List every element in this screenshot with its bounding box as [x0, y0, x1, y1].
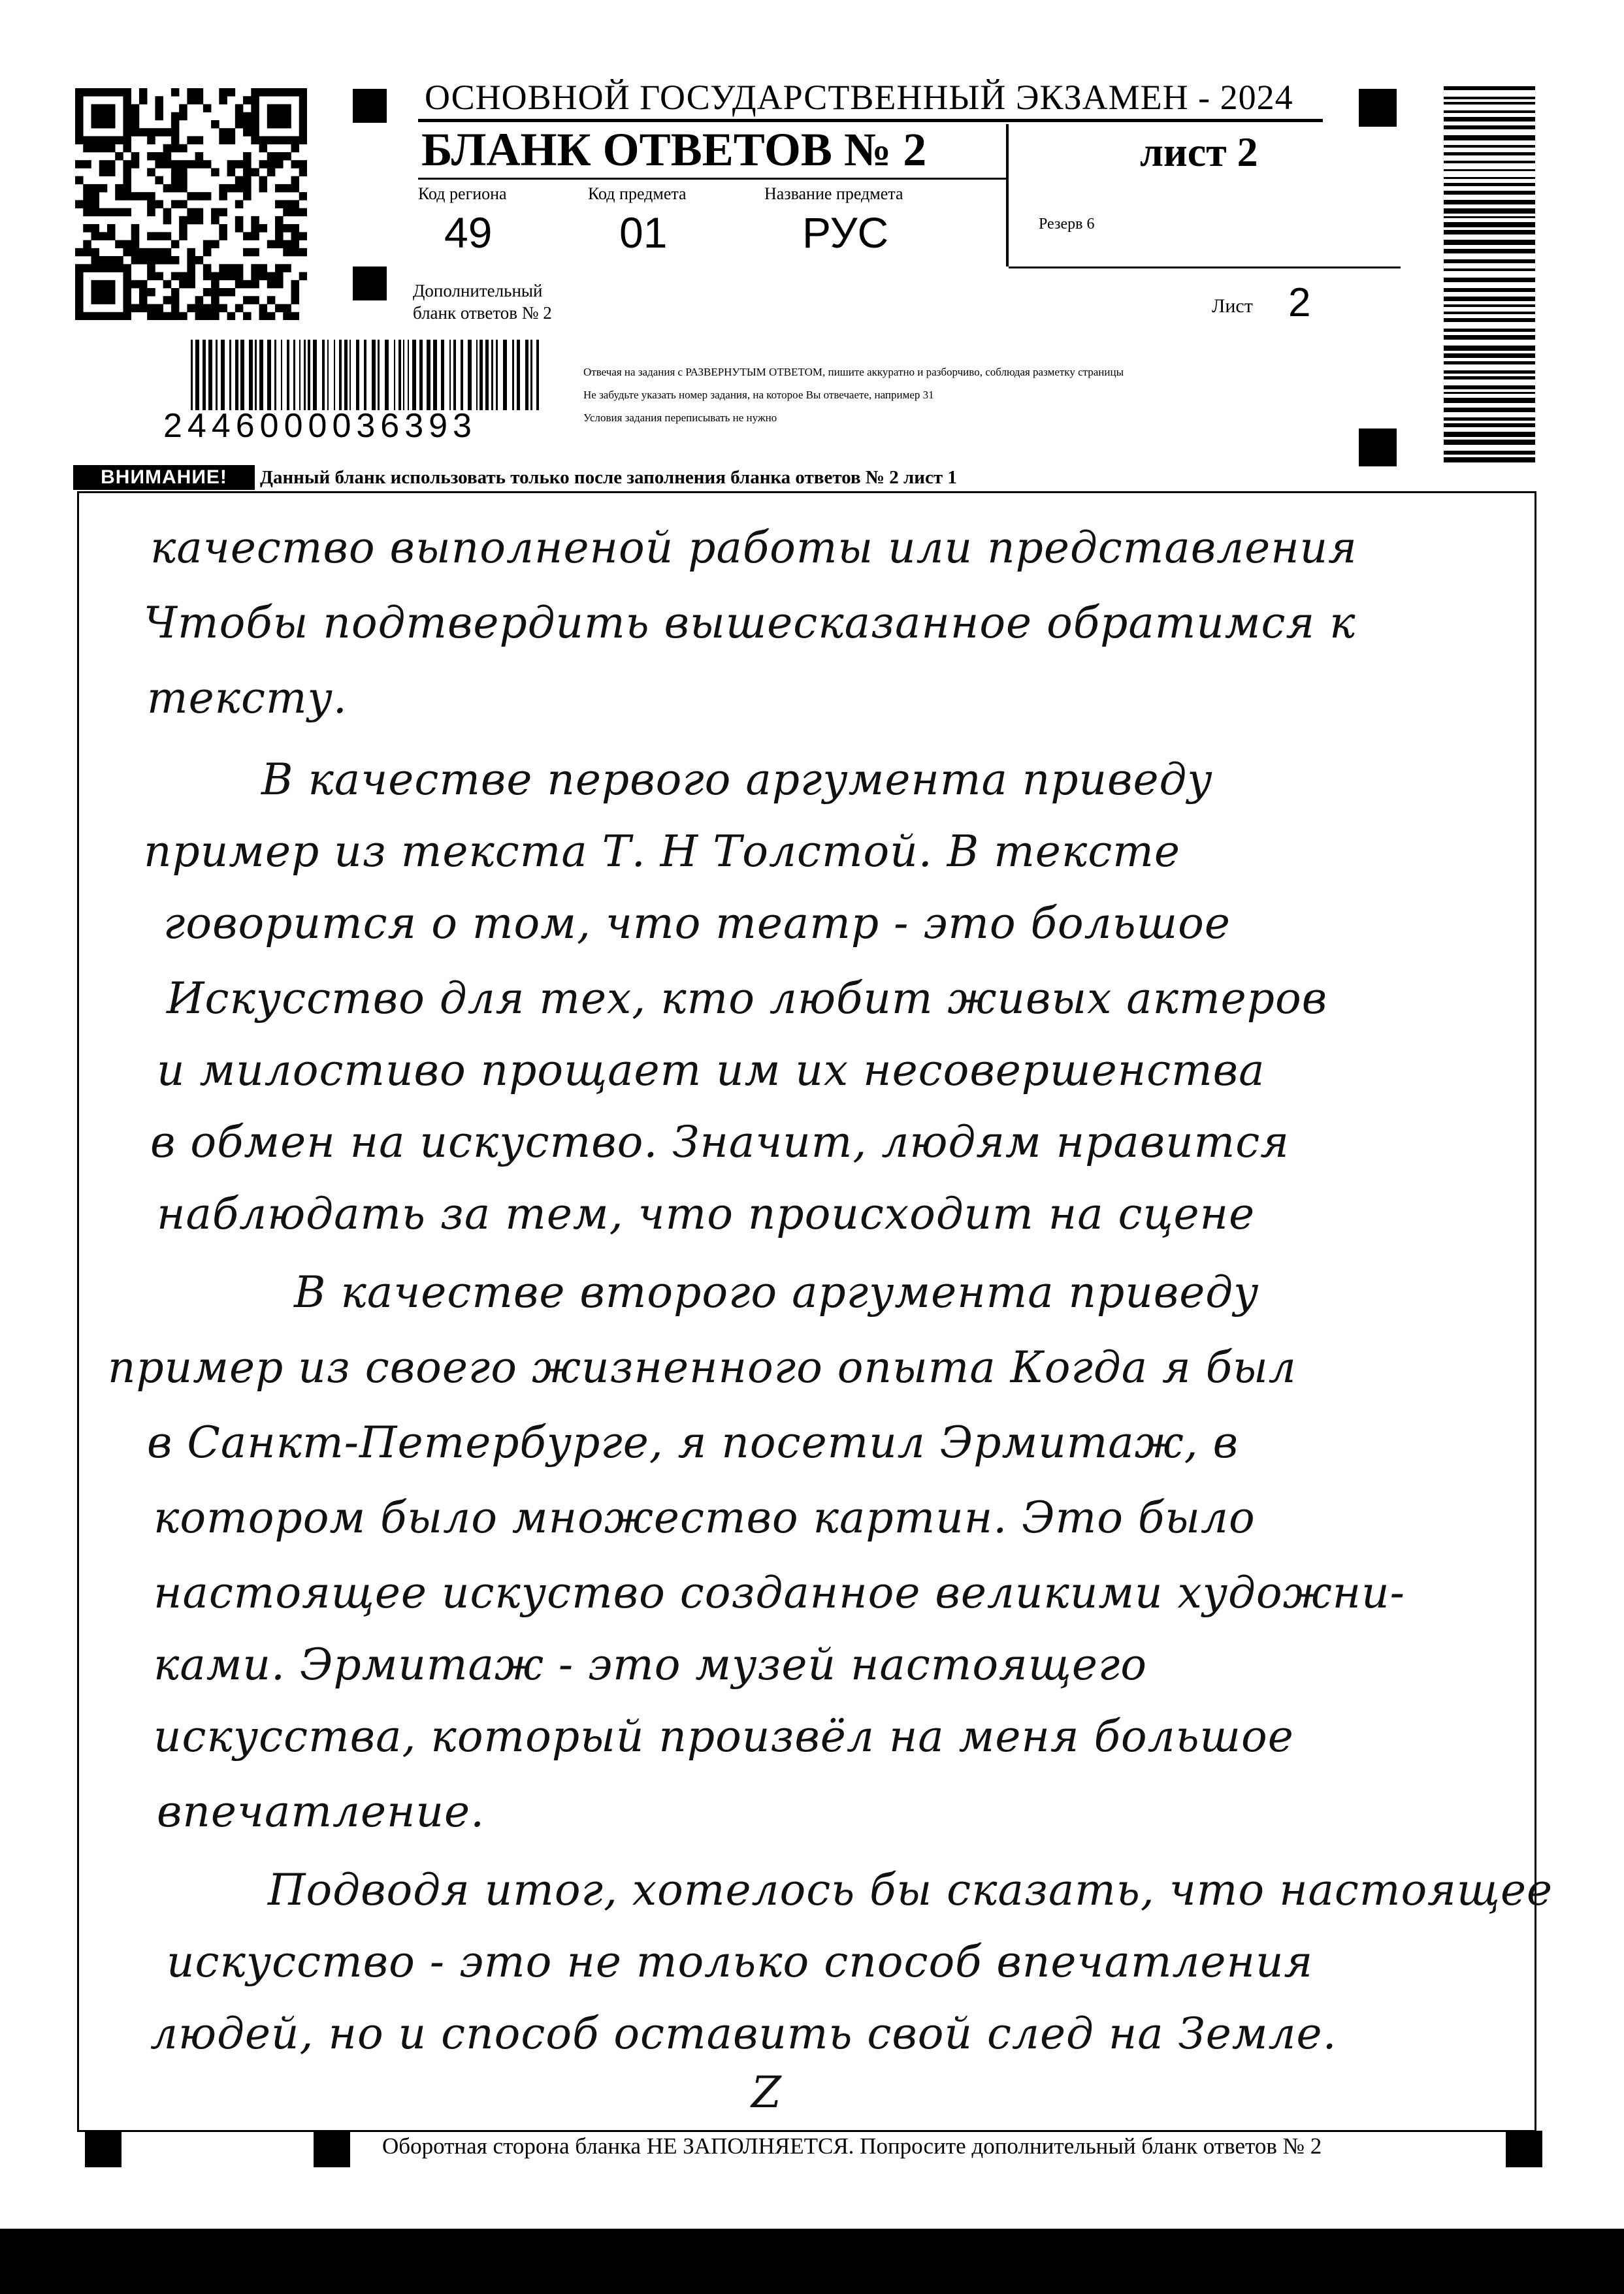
- registration-mark: [85, 2131, 122, 2167]
- answer-line: тексту.: [147, 673, 348, 723]
- answer-line: людей, но и способ оставить свой след на Земле.: [150, 2009, 1337, 2059]
- footer-note: Оборотная сторона бланка НЕ ЗАПОЛНЯЕТСЯ. Попросите дополнительный бланк ответов № 2: [382, 2133, 1322, 2159]
- answer-line: Z: [751, 2067, 782, 2118]
- registration-mark: [1359, 89, 1397, 127]
- attention-text: Данный бланк использовать только после заполнения бланка ответов № 2 лист 1: [260, 467, 957, 488]
- instruction-line: Не забудьте указать номер задания, на которое Вы отвечаете, например 31: [583, 389, 934, 401]
- answer-line: искусства, который произвёл на меня большое: [154, 1711, 1294, 1762]
- title-underline: [418, 178, 1006, 180]
- title-separator: [1006, 124, 1009, 267]
- answer-line: и милостиво прощает им их несовершенства: [157, 1045, 1265, 1095]
- answer-line: говорится о том, что театр - это большое: [163, 898, 1231, 948]
- scan-border: [0, 2229, 1624, 2294]
- answer-line: пример из текста Т. Н Толстой. В тексте: [144, 826, 1180, 877]
- instructions: [583, 361, 1124, 429]
- reserve-label: Резерв 6: [1039, 216, 1095, 233]
- subject-code-value: 01: [619, 208, 668, 257]
- registration-mark: [1359, 428, 1397, 466]
- sheet-label: Лист: [1212, 295, 1253, 317]
- registration-mark: [314, 2131, 350, 2167]
- region-label: Код региона: [418, 184, 507, 203]
- answer-line: наблюдать за тем, что происходит на сцене: [157, 1189, 1256, 1239]
- exam-title: ОСНОВНОЙ ГОСУДАРСТВЕННЫЙ ЭКЗАМЕН - 2024: [425, 78, 1293, 117]
- title-rule: [418, 119, 1323, 122]
- subject-name-value: РУС: [802, 208, 889, 257]
- answer-line: в Санкт-Петербурге, я посетил Эрмитаж, в: [147, 1417, 1239, 1468]
- answer-line: впечатление.: [157, 1786, 485, 1837]
- region-value: 49: [444, 208, 493, 257]
- qr-code: [75, 88, 307, 320]
- instruction-line: Условия задания переписывать не нужно: [583, 412, 777, 424]
- extra-blank-label-line1: Дополнительный: [413, 281, 543, 300]
- answer-line: настоящее искуство созданное великими художни-: [154, 1568, 1405, 1618]
- registration-mark: [353, 89, 387, 123]
- extra-blank-label-line2: бланк ответов № 2: [413, 303, 552, 323]
- blank-title: БЛАНК ОТВЕТОВ № 2: [421, 123, 927, 176]
- answer-line: котором было множество картин. Это было: [154, 1493, 1256, 1543]
- answer-line: искусство - это не только способ впечатления: [167, 1937, 1314, 1987]
- sheet-number: 2: [1288, 280, 1311, 325]
- answer-line: ками. Эрмитаж - это музей настоящего: [154, 1640, 1147, 1690]
- answer-line: В качестве первого аргумента приведу: [261, 754, 1213, 805]
- reserve-rule: [1009, 267, 1401, 268]
- answer-line: в обмен на искуство. Значит, людям нравится: [150, 1117, 1290, 1167]
- side-barcode: [1444, 86, 1535, 465]
- registration-mark: [1506, 2131, 1542, 2167]
- answer-line: качество выполненой работы или представления: [150, 523, 1357, 573]
- barcode-number: 2446000036393: [163, 407, 477, 445]
- instruction-line: Отвечая на задания с РАЗВЕРНУТЫМ ОТВЕТОМ, пишите аккуратно и разборчиво, соблюдая разметку страницы: [583, 366, 1124, 378]
- subject-code-label: Код предмета: [588, 184, 687, 203]
- answer-line: пример из своего жизненного опыта Когда я был: [108, 1342, 1297, 1393]
- main-barcode: [191, 340, 544, 410]
- answer-line: В качестве второго аргумента приведу: [294, 1267, 1259, 1317]
- answer-line: Искусство для тех, кто любит живых актеров: [167, 973, 1328, 1024]
- answer-line: Чтобы подтвердить вышесказанное обратимся к: [144, 598, 1356, 648]
- subject-name-label: Название предмета: [764, 184, 903, 203]
- answer-line: Подводя итог, хотелось бы сказать, что настоящее: [268, 1865, 1553, 1915]
- sheet-title: лист 2: [1140, 129, 1258, 175]
- extra-blank-label: [413, 280, 552, 324]
- attention-badge: ВНИМАНИЕ!: [73, 465, 255, 490]
- registration-mark: [353, 267, 387, 300]
